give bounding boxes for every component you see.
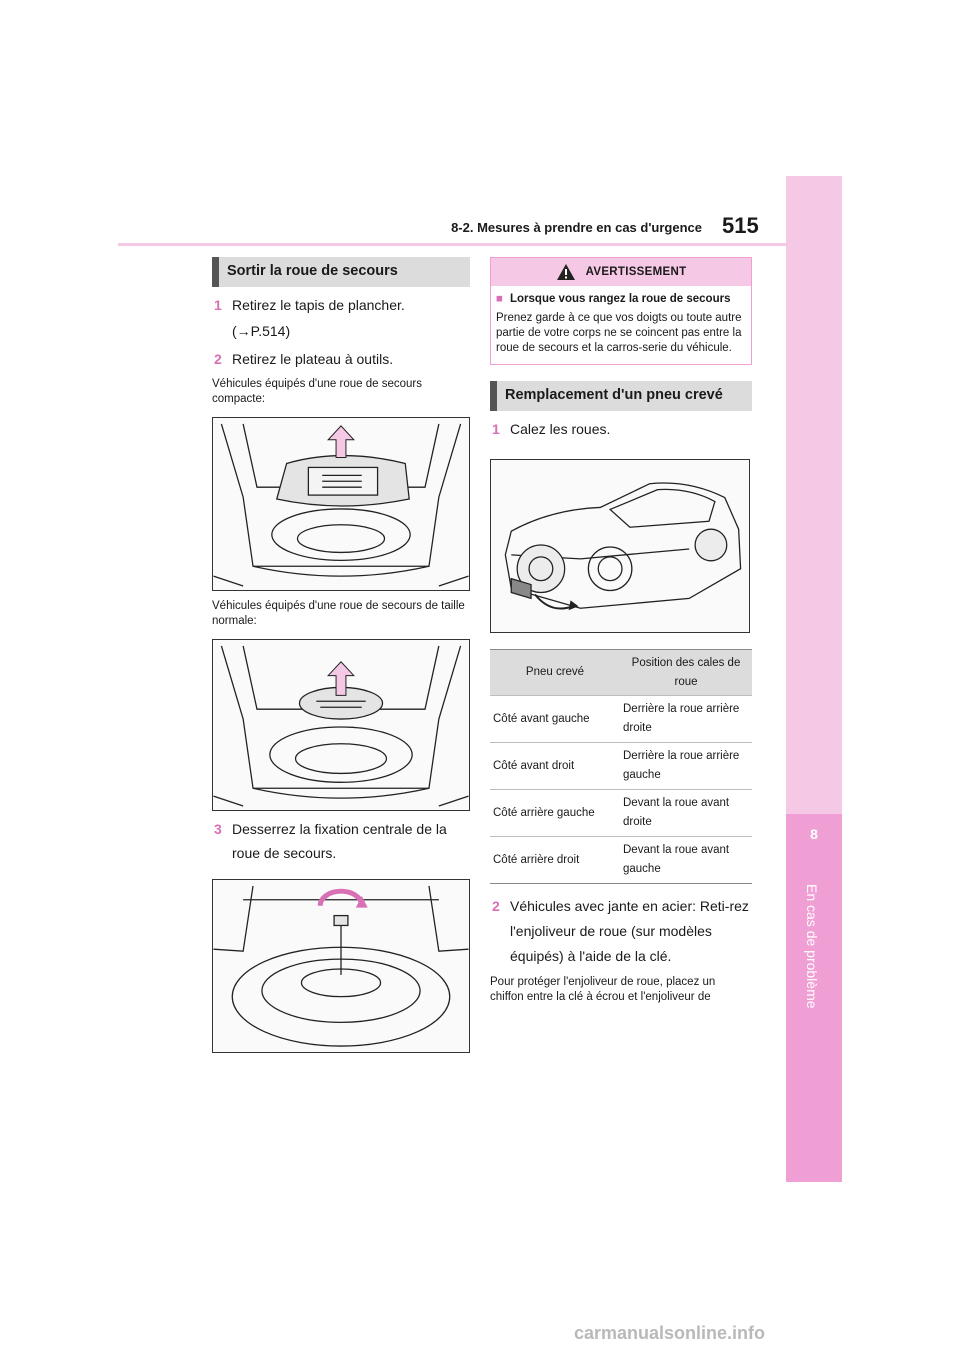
wheel-chock-table bbox=[490, 649, 752, 884]
table-cell: Devant la roue avant droite bbox=[620, 790, 752, 837]
trunk-compact-illustration bbox=[213, 418, 469, 590]
figure-trunk-compact-spare bbox=[212, 417, 470, 591]
table-header-cell: Pneu crevé bbox=[490, 650, 620, 696]
table-header-cell: Position des cales de roue bbox=[620, 650, 752, 696]
page-reference-link[interactable]: (→P.514) bbox=[232, 323, 291, 339]
trunk-full-illustration bbox=[213, 640, 469, 810]
right-column bbox=[490, 257, 752, 1005]
left-column bbox=[212, 257, 470, 1053]
watermark: carmanualsonline.info bbox=[574, 1323, 766, 1343]
step-2 bbox=[214, 347, 470, 371]
step-number: 1 bbox=[214, 297, 222, 313]
step-text: Desserrez la fixation centrale de la roue de secours. bbox=[232, 821, 447, 861]
figure-wheel-chock bbox=[490, 459, 750, 633]
caption-compact-spare: Véhicules équipés d'une roue de secours compacte: bbox=[212, 378, 422, 405]
table-cell: Derrière la roue arrière droite bbox=[620, 696, 752, 743]
warning-box bbox=[490, 257, 752, 365]
warning-subtitle-row bbox=[496, 292, 747, 307]
table-cell: Devant la roue avant gauche bbox=[620, 837, 752, 884]
warning-text: Prenez garde à ce que vos doigts ou toute autre partie de votre corps ne se coincent pas entre la roue de secours et la carros-serie du véhicule. bbox=[496, 312, 742, 354]
table-cell: Côté avant droit bbox=[490, 743, 620, 790]
table-row bbox=[490, 837, 752, 884]
step-number: 1 bbox=[492, 421, 500, 437]
car-chock-illustration bbox=[491, 460, 749, 632]
figure-spare-tire-fastener bbox=[212, 879, 470, 1053]
step-2-hubcap bbox=[492, 894, 752, 969]
table-row bbox=[490, 696, 752, 743]
step-text: Retirez le plateau à outils. bbox=[232, 351, 394, 367]
section-heading-spare-tire: Sortir la roue de secours bbox=[212, 257, 470, 287]
step-number: 3 bbox=[214, 821, 222, 837]
chapter-title: En cas de problème bbox=[804, 884, 820, 1009]
step-1-chock bbox=[492, 417, 752, 441]
table-cell: Côté arrière droit bbox=[490, 837, 620, 884]
table-row bbox=[490, 743, 752, 790]
spare-tire-illustration bbox=[213, 880, 469, 1052]
warning-triangle-icon bbox=[556, 263, 576, 281]
table-cell: Côté arrière gauche bbox=[490, 790, 620, 837]
square-bullet-icon: ■ bbox=[496, 293, 503, 305]
step-text: Véhicules avec jante en acier: Reti-rez l'enjoliveur de roue (sur modèles équipés) à l'aide de la clé. bbox=[510, 898, 749, 964]
step-number: 2 bbox=[492, 898, 500, 914]
section-heading-flat-tire: Remplacement d'un pneu crevé bbox=[490, 381, 752, 411]
step-1-reference bbox=[214, 319, 470, 343]
warning-title: AVERTISSEMENT bbox=[585, 266, 687, 278]
step-1 bbox=[214, 293, 470, 317]
caption-full-spare: Véhicules équipés d'une roue de secours de taille normale: bbox=[212, 600, 465, 627]
table-header-row bbox=[490, 650, 752, 696]
table-cell: Côté avant gauche bbox=[490, 696, 620, 743]
chapter-number: 8 bbox=[810, 826, 818, 842]
table-cell: Derrière la roue arrière gauche bbox=[620, 743, 752, 790]
warning-body bbox=[491, 286, 751, 364]
warning-subtitle: Lorsque vous rangez la roue de secours bbox=[510, 293, 731, 305]
header-rule bbox=[118, 243, 786, 246]
table-row bbox=[490, 790, 752, 837]
step-text: Calez les roues. bbox=[510, 421, 611, 437]
figure-trunk-full-spare bbox=[212, 639, 470, 811]
step-number: 2 bbox=[214, 351, 222, 367]
chapter-label bbox=[804, 884, 824, 1084]
section-title: 8-2. Mesures à prendre en cas d'urgence bbox=[451, 220, 702, 235]
step-3 bbox=[214, 817, 470, 865]
step-text: Retirez le tapis de plancher. bbox=[232, 297, 405, 313]
warning-header bbox=[491, 258, 751, 286]
page-number: 515 bbox=[722, 213, 759, 238]
hubcap-note: Pour protéger l'enjoliveur de roue, placez un chiffon entre la clé à écrou et l'enjoliveur de bbox=[490, 976, 716, 1003]
